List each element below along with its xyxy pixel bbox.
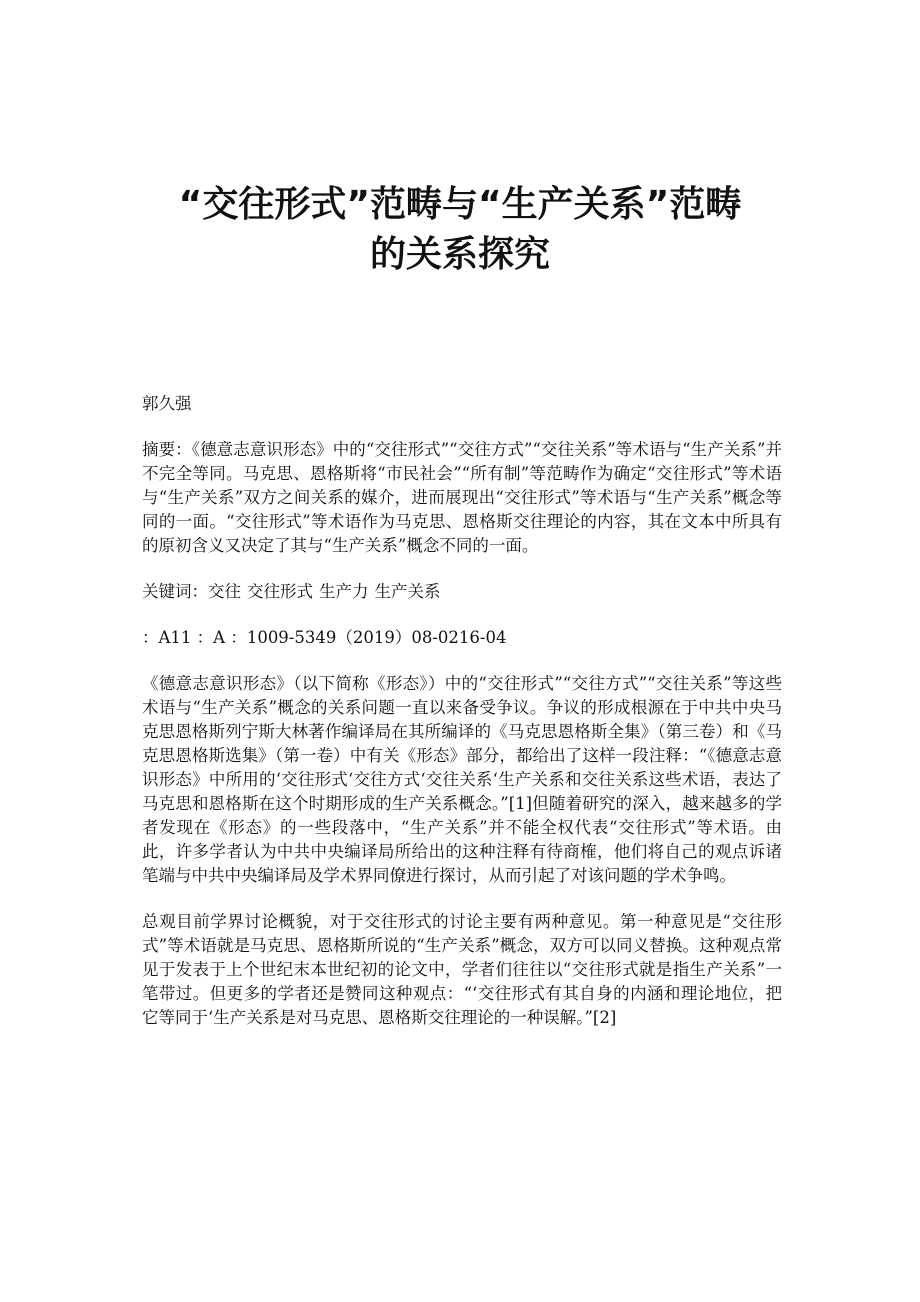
keyword-item: 交往 (208, 582, 241, 601)
keywords-line (142, 580, 782, 604)
document-title (100, 180, 820, 280)
document-content (142, 392, 782, 1052)
body-paragraph-2: 总观目前学界讨论概貌，对于交往形式的讨论主要有两种意见。第一种意见是“交往形式”等术语就是马克思、恩格斯所说的“生产关系”概念，双方可以同义替换。这种观点常见于发表于上个世纪末本世纪初的论文中，学者们往往以“交往形式就是指生产关系”一笔带过。但更多的学者还是赞同这种观点：“‘交往形式有其自身的内涵和理论地位，把它等同于‘生产关系是对马克思、恩格斯交往理论的一种误解。”[2] (142, 912, 782, 1027)
title-line-2: 的关系探究 (369, 234, 550, 275)
body-paragraph-1: 《德意志意识形态》（以下简称《形态》）中的“交往形式”“交往方式”“交往关系”等这些术语与“生产关系”概念的关系问题一直以来备受争议。争议的形成根源在于中共中央马克思恩格斯列宁斯大林著作编译局在其所编译的《马克思恩格斯全集》（第三卷）和《马克思恩格斯选集》（第一卷）中有关《形态》部分，都给出了这样一段注释：“《德意志意识形态》中所用的‘交往形式‘交往方式‘交往关系‘生产关系和交往关系这些术语，表达了马克思和恩格斯在这个时期形成的生产关系概念。”[1]但随着研究的深入，越来越多的学者发现在《形态》的一些段落中，“生产关系”并不能全权代表“交往形式”等术语。由此，许多学者认为中共中央编译局所给出的这种注释有待商榷，他们将自己的观点诉诸笔端与中共中央编译局及学术界同僚进行探讨，从而引起了对该问题的学术争鸣。 (142, 674, 782, 885)
title-line-1: “交往形式”范畴与“生产关系”范畴 (178, 184, 742, 225)
abstract-paragraph: 摘要：《德意志意识形态》中的“交往形式”“交往方式”“交往关系”等术语与“生产关系”并不完全等同。马克思、恩格斯将“市民社会”“所有制”等范畴作为确定“交往形式”等术语与“生产关系”双方之间关系的媒介，进而展现出“交往形式”等术语与“生产关系”概念等同的一面。“交往形式”等术语作为马克思、恩格斯交往理论的内容，其在文本中所具有的原初含义又决定了其与“生产关系”概念不同的一面。 (142, 440, 782, 555)
classification-line: ：A11 ：A ：1009-5349（2019）08-0216-04 (142, 628, 507, 647)
keyword-item: 交往形式 (247, 582, 313, 601)
author-name: 郭久强 (142, 394, 192, 413)
keywords-label: 关键词： (142, 582, 208, 601)
keyword-item: 生产力 (319, 582, 369, 601)
keyword-item: 生产关系 (374, 582, 441, 601)
